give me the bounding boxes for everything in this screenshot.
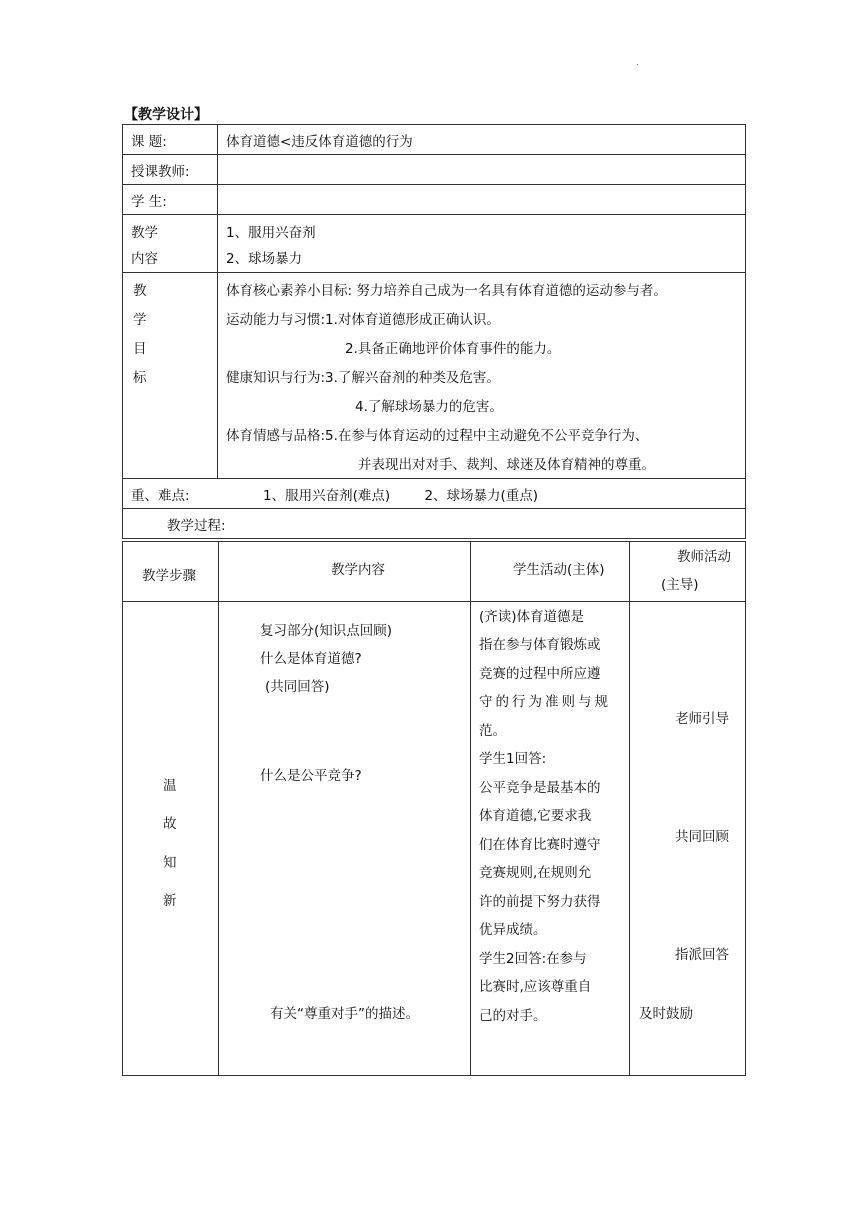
content-row <box>123 215 745 273</box>
goal-line: 体育核心素养小目标: 努力培养自己成为一名具有体育道德的运动参与者。 <box>226 283 667 299</box>
student-line: (齐读)体育道德是 <box>479 609 585 625</box>
key-points-row <box>123 479 745 509</box>
info-table <box>122 124 746 539</box>
step-char: 温 <box>163 778 177 794</box>
student-line: 比赛时,应该尊重自 <box>479 979 592 995</box>
header-teacher: 教师活动 <box>677 549 731 565</box>
teacher-line: 指派回答 <box>675 947 729 963</box>
content-line: (共同回答) <box>265 679 330 695</box>
content-label-2: 内容 <box>131 251 158 267</box>
key-points-value: 1、服用兴奋剂(难点) 2、球场暴力(重点) <box>263 488 539 504</box>
student-line: 竞赛的过程中所应遵 <box>479 666 601 682</box>
step-char: 知 <box>163 855 177 871</box>
process-label: 教学过程: <box>167 518 226 534</box>
process-table <box>122 541 746 1076</box>
student-line: 学生1回答: <box>479 751 547 767</box>
student-line: 们在体育比赛时遵守 <box>479 837 601 853</box>
goal-line: 并表现出对对手、裁判、球迷及体育精神的尊重。 <box>358 457 655 473</box>
teacher-row <box>123 155 745 185</box>
student-value <box>218 185 745 214</box>
key-points-label: 重、难点: <box>131 488 190 504</box>
goal-line: 体育情感与品格:5.在参与体育运动的过程中主动避免不公平竞争行为、 <box>226 428 649 444</box>
student-line: 学生2回答:在参与 <box>479 951 587 967</box>
student-line: 许的前提下努力获得 <box>479 894 601 910</box>
student-row <box>123 185 745 215</box>
goal-label-char: 学 <box>133 312 147 328</box>
teacher-label: 授课教师: <box>131 164 190 180</box>
student-line: 竞赛规则,在规则允 <box>479 865 592 881</box>
student-line: 公平竞争是最基本的 <box>479 780 601 796</box>
student-line: 守的行为准则与规 <box>479 694 611 710</box>
process-label-row <box>123 509 745 539</box>
content-item: 1、服用兴奋剂 <box>226 225 316 241</box>
teacher-line: 及时鼓励 <box>639 1006 693 1022</box>
goals-row <box>123 273 745 479</box>
content-line: 什么是体育道德? <box>260 651 362 667</box>
content-line: 有关“尊重对手”的描述。 <box>270 1006 419 1022</box>
goal-line: 4.了解球场暴力的危害。 <box>355 399 503 415</box>
content-line: 什么是公平竞争? <box>260 768 362 784</box>
goal-line: 运动能力与习惯:1.对体育道德形成正确认识。 <box>226 312 500 328</box>
student-label: 学 生: <box>131 194 167 210</box>
goal-line: 健康知识与行为:3.了解兴奋剂的种类及危害。 <box>226 370 500 386</box>
goal-line: 2.具备正确地评价体育事件的能力。 <box>345 341 561 357</box>
topic-label: 课 题: <box>131 134 167 150</box>
content-label-1: 教学 <box>131 225 158 241</box>
header-teacher-sub: (主导) <box>661 577 699 593</box>
header-content: 教学内容 <box>331 562 385 578</box>
student-line: 优异成绩。 <box>479 922 547 938</box>
step-char: 故 <box>163 816 177 832</box>
student-line: 己的对手。 <box>479 1008 547 1024</box>
teacher-line: 共同回顾 <box>675 829 729 845</box>
topic-row <box>123 125 745 155</box>
page-mark: . <box>636 58 639 68</box>
goal-label-char: 教 <box>133 283 147 299</box>
step-char: 新 <box>163 893 177 909</box>
header-student: 学生活动(主体) <box>513 562 605 578</box>
topic-value: 体育道德<违反体育道德的行为 <box>226 134 413 150</box>
goal-label-char: 目 <box>133 341 147 357</box>
content-item: 2、球场暴力 <box>226 251 303 267</box>
teacher-value <box>218 155 745 184</box>
student-line: 体育道德,它要求我 <box>479 808 592 824</box>
student-line: 范。 <box>479 723 506 739</box>
goal-label-char: 标 <box>133 370 147 386</box>
teacher-line: 老师引导 <box>675 711 729 727</box>
header-step: 教学步骤 <box>142 568 196 584</box>
section-heading: 【教学设计】 <box>124 107 208 123</box>
content-line: 复习部分(知识点回顾) <box>260 623 393 639</box>
student-line: 指在参与体育锻炼或 <box>479 637 601 653</box>
